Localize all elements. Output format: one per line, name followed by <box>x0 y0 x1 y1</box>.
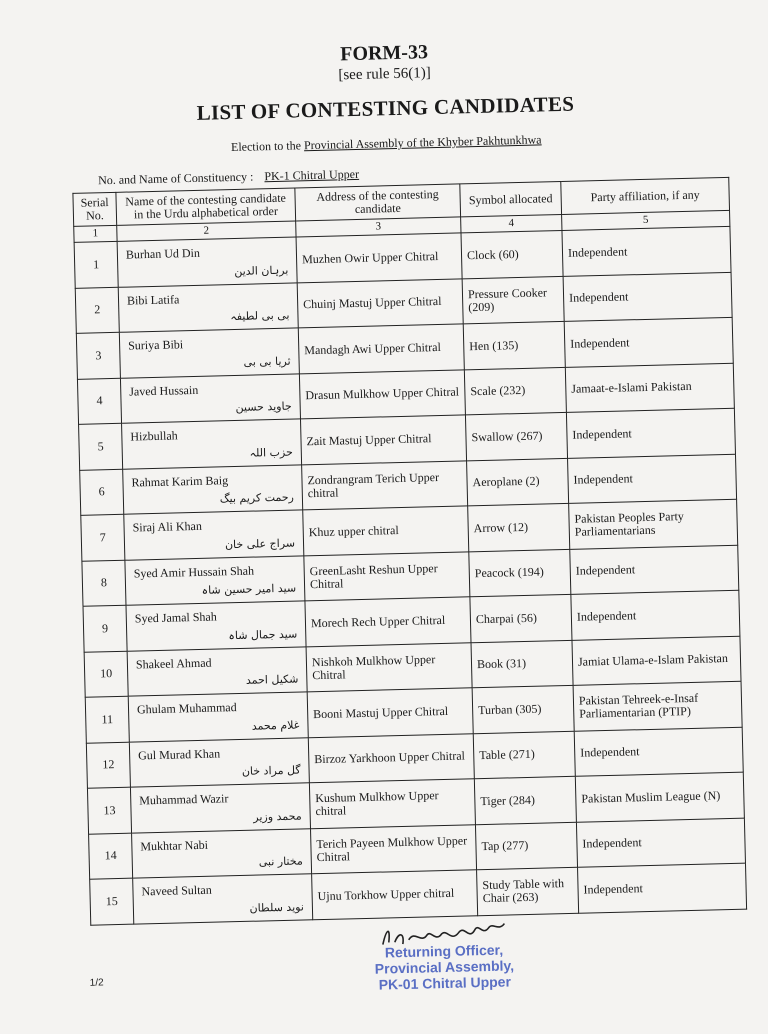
serial-cell: 9 <box>83 605 127 652</box>
candidate-name-urdu: شکیل احمد <box>245 672 299 687</box>
candidate-name-urdu: گل مراد خان <box>241 763 301 778</box>
address-cell: Muzhen Owir Upper Chitral <box>296 233 462 283</box>
serial-cell: 2 <box>75 287 119 334</box>
symbol-cell: Study Table with Chair (263) <box>477 867 579 915</box>
form-number: FORM-33 <box>339 41 429 66</box>
address-cell: Khuz upper chitral <box>303 506 469 556</box>
symbol-cell: Book (31) <box>471 640 573 688</box>
serial-cell: 14 <box>89 833 133 880</box>
candidate-name-urdu: سید جمال شاہ <box>228 627 298 642</box>
name-cell <box>117 237 297 287</box>
symbol-cell: Scale (232) <box>464 367 566 415</box>
address-cell: Nishkoh Mulkhow Upper Chitral <box>306 642 472 692</box>
address-cell: Zait Mastuj Upper Chitral <box>300 415 466 465</box>
candidate-name: Naveed Sultan <box>141 882 212 899</box>
name-cell <box>126 601 306 651</box>
party-cell: Independent <box>571 590 740 640</box>
election-body: Provincial Assembly of the Khyber Pakhtunkhwa <box>303 132 542 153</box>
col-header-serial: Serial No. <box>73 192 117 226</box>
serial-cell: 8 <box>82 560 126 607</box>
name-cell <box>128 692 308 742</box>
candidate-name-urdu: سید امیر حسین شاہ <box>201 581 297 597</box>
name-cell <box>133 874 313 924</box>
candidate-name-urdu: محمد وزیر <box>253 808 302 824</box>
candidate-name: Muhammad Wazir <box>139 791 229 808</box>
candidate-name-urdu: جاوید حسین <box>235 399 292 414</box>
serial-cell: 6 <box>80 469 124 516</box>
party-cell: Pakistan Muslim League (N) <box>575 772 744 822</box>
symbol-cell: Peacock (194) <box>469 549 571 597</box>
name-cell <box>129 737 309 787</box>
candidate-name-urdu: غلام محمد <box>251 718 300 733</box>
name-cell <box>118 282 298 332</box>
serial-cell: 5 <box>79 423 123 470</box>
symbol-cell: Aeroplane (2) <box>467 458 569 506</box>
election-prefix: Election to the <box>230 138 302 155</box>
candidates-table <box>72 177 747 925</box>
address-cell: Morech Rech Upper Chitral <box>305 597 471 647</box>
name-cell <box>130 783 310 833</box>
stamp-line: PK-01 Chitral Upper <box>378 973 512 993</box>
stamp-line: Provincial Assembly, <box>374 957 515 977</box>
name-cell <box>119 328 299 378</box>
col-header-party: Party affiliation, if any <box>561 177 730 214</box>
candidates-table-body <box>74 226 746 924</box>
constituency-label: No. and Name of Constituency : <box>97 169 254 188</box>
serial-cell: 1 <box>74 241 118 288</box>
candidate-name-urdu: ثریا بی بی <box>243 354 291 369</box>
symbol-cell: Swallow (267) <box>465 412 567 460</box>
address-cell: Zondrangram Terich Upper chitral <box>302 460 468 510</box>
address-cell: Drasun Mulkhow Upper Chitral <box>299 369 465 419</box>
party-cell: Independent <box>578 863 747 913</box>
serial-cell: 15 <box>90 878 134 925</box>
official-stamp <box>359 941 530 993</box>
symbol-cell: Pressure Cooker (209) <box>462 276 564 324</box>
party-cell: Jamiat Ulama-e-Islam Pakistan <box>572 636 741 686</box>
name-cell <box>124 510 304 560</box>
address-cell: Birzoz Yarkhoon Upper Chitral <box>308 733 474 783</box>
name-cell <box>122 419 302 469</box>
candidate-name: Shakeel Ahmad <box>135 655 212 671</box>
name-cell <box>125 555 305 605</box>
name-cell <box>132 828 312 878</box>
party-cell: Independent <box>564 317 733 367</box>
page-number: 1/2 <box>89 977 104 989</box>
col-number: 3 <box>296 217 461 237</box>
stamp-line: Returning Officer, <box>384 941 504 961</box>
candidate-name: Bibi Latifa <box>126 291 180 308</box>
candidate-name: Suriya Bibi <box>127 337 184 353</box>
col-header-symbol: Symbol allocated <box>460 181 562 216</box>
candidate-name: Ghulam Muhammad <box>136 700 237 717</box>
serial-cell: 10 <box>84 651 128 698</box>
candidate-name-urdu: بی بی لطیفہ <box>230 308 290 324</box>
party-cell: Independent <box>566 408 735 458</box>
constituency-value: PK-1 Chitral Upper <box>264 166 360 184</box>
constituency-line <box>98 167 359 188</box>
col-header-name: Name of the contesting candidate in the Urdu alphabetical order <box>116 188 296 225</box>
serial-cell: 3 <box>76 332 120 379</box>
party-cell: Jamaat-e-Islami Pakistan <box>565 363 734 413</box>
address-cell: Terich Payeen Mulkhow Upper Chitral <box>310 824 476 874</box>
col-number: 4 <box>461 214 562 232</box>
party-cell: Pakistan Peoples Party Parliamentarians <box>569 499 738 549</box>
candidate-name: Hizbullah <box>130 428 178 444</box>
col-number: 5 <box>562 210 730 230</box>
serial-cell: 7 <box>81 514 125 561</box>
candidate-name: Siraj Ali Khan <box>132 518 203 535</box>
symbol-cell: Charpai (56) <box>470 594 572 642</box>
candidate-name-urdu: رحمت کریم بیگ <box>219 490 295 506</box>
election-line <box>0 127 768 161</box>
address-cell: Booni Mastuj Upper Chitral <box>307 688 473 738</box>
symbol-cell: Table (271) <box>473 731 575 779</box>
candidate-name-urdu: سراج علی خان <box>224 536 296 551</box>
name-cell <box>127 646 307 696</box>
symbol-cell: Tiger (284) <box>474 776 576 824</box>
party-cell: Independent <box>563 272 732 322</box>
col-number: 1 <box>74 225 117 242</box>
symbol-cell: Hen (135) <box>463 321 565 369</box>
serial-cell: 11 <box>85 696 129 743</box>
address-cell: GreenLasht Reshun Upper Chitral <box>304 551 470 601</box>
candidate-name: Syed Jamal Shah <box>134 609 217 626</box>
address-cell: Mandagh Awi Upper Chitral <box>298 324 464 374</box>
candidate-name-urdu: برہان الدین <box>234 263 289 278</box>
party-cell: Independent <box>568 454 737 504</box>
name-cell <box>123 464 303 514</box>
serial-cell: 4 <box>77 378 121 425</box>
party-cell: Independent <box>562 226 731 276</box>
candidate-name: Burhan Ud Din <box>125 245 201 262</box>
rule-reference: [see rule 56(1)] <box>338 65 432 84</box>
serial-cell: 12 <box>86 742 130 789</box>
name-cell <box>120 373 300 423</box>
party-cell: Independent <box>576 818 745 868</box>
party-cell: Independent <box>574 727 743 777</box>
candidate-name: Javed Hussain <box>129 382 199 399</box>
candidate-name: Mukhtar Nabi <box>140 837 209 853</box>
col-header-address: Address of the contesting candidate <box>295 184 461 221</box>
symbol-cell: Clock (60) <box>461 230 563 278</box>
candidate-name-urdu: حزب اللہ <box>249 445 293 460</box>
address-cell: Kushum Mulkhow Upper chitral <box>309 779 475 829</box>
candidate-name: Gul Murad Khan <box>137 745 221 762</box>
symbol-cell: Turban (305) <box>472 685 574 733</box>
candidate-name: Rahmat Karim Baig <box>131 472 229 490</box>
candidate-name-urdu: نوید سلطان <box>249 899 305 915</box>
candidate-name-urdu: مختار نبی <box>258 854 303 869</box>
party-cell: Independent <box>570 545 739 595</box>
page-title: LIST OF CONTESTING CANDIDATES <box>196 91 575 125</box>
symbol-cell: Tap (277) <box>475 822 577 870</box>
party-cell: Pakistan Tehreek-e-Insaf Parliamentarian (PTIP) <box>573 681 742 731</box>
address-cell: Ujnu Torkhow Upper chitral <box>312 870 478 920</box>
address-cell: Chuinj Mastuj Upper Chitral <box>297 278 463 328</box>
candidate-name: Syed Amir Hussain Shah <box>133 563 255 581</box>
symbol-cell: Arrow (12) <box>468 503 570 551</box>
serial-cell: 13 <box>87 787 131 834</box>
col-number: 2 <box>117 221 296 241</box>
